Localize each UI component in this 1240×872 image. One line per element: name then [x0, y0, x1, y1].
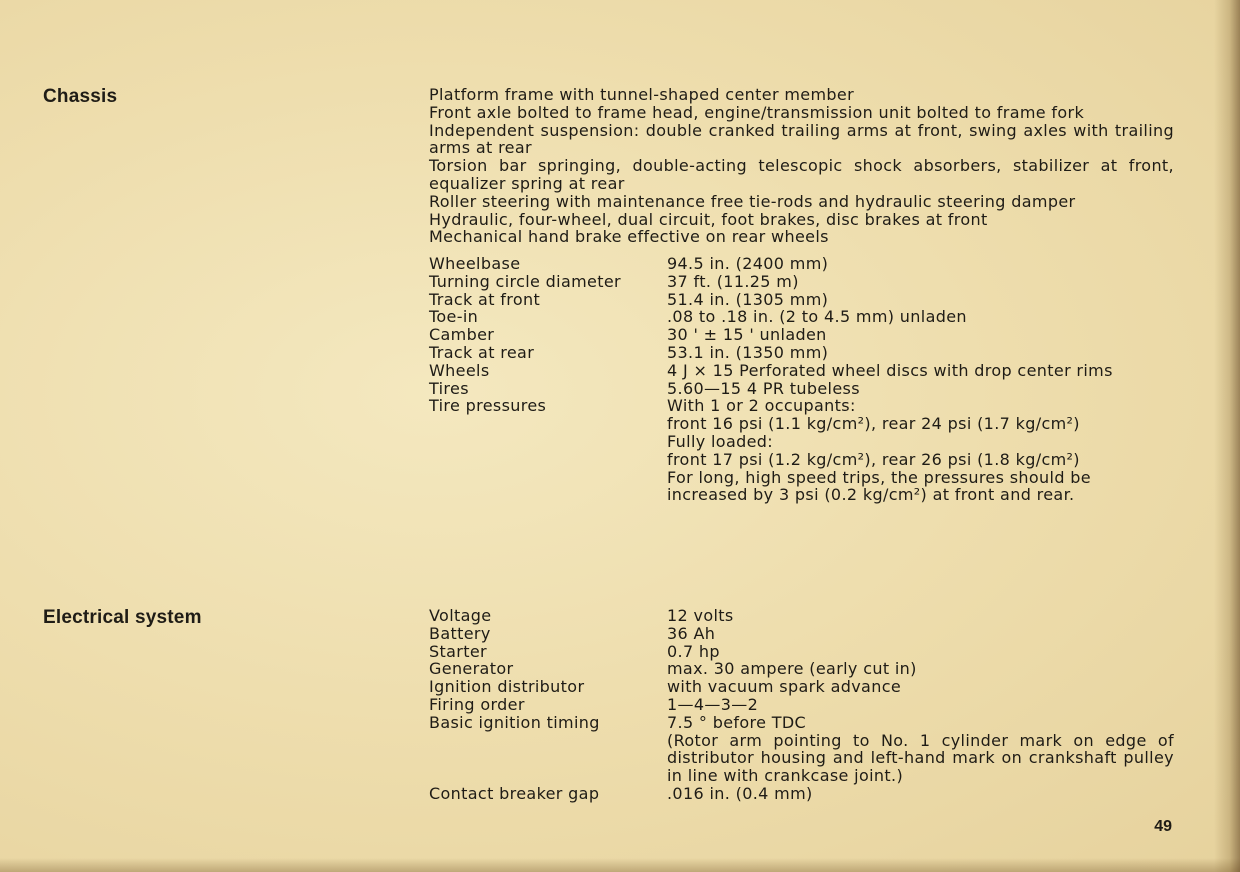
spec-label: Tire pressures [429, 396, 547, 416]
spec-value-line: 4 J × 15 Perforated wheel discs with drop center rims [667, 360, 1113, 380]
spec-value-line: increased by 3 psi (0.2 kg/cm²) at front and rear. [667, 485, 1075, 505]
spec-label: Camber [429, 325, 495, 345]
spec-label: Wheels [429, 360, 490, 380]
spec-value [667, 362, 1174, 380]
chassis-spec-table [429, 255, 1174, 504]
chassis-line: arms at rear [429, 138, 532, 158]
spec-row-turning-circle [429, 273, 1174, 291]
spec-label: Turning circle diameter [429, 271, 621, 291]
spec-row-wheelbase [429, 255, 1174, 273]
chassis-heading: Chassis [43, 86, 118, 107]
chassis-line: Independent suspension: double cranked trailing arms at front, swing axles with trailing [429, 120, 1174, 140]
spec-value [667, 714, 1174, 785]
spec-row-toe-in [429, 308, 1174, 326]
spec-label: Tires [429, 378, 469, 398]
spec-row-camber [429, 326, 1174, 344]
spec-value-line: 30 ' ± 15 ' unladen [667, 325, 827, 345]
spec-value [667, 255, 1174, 273]
spec-row-wheels [429, 362, 1174, 380]
spec-value-line: 7.5 ° before TDC [667, 712, 807, 732]
page-number: 49 [1154, 818, 1172, 835]
spec-value-line: 0.7 hp [667, 641, 720, 661]
spec-value-line: .016 in. (0.4 mm) [667, 784, 813, 803]
spec-row-track-rear [429, 344, 1174, 362]
spec-value-line: With 1 or 2 occupants: [667, 396, 856, 416]
chassis-line: Platform frame with tunnel-shaped center member [429, 85, 855, 104]
spec-value [667, 785, 1174, 803]
spec-row-ignition-timing [429, 714, 1174, 785]
spec-label: Starter [429, 641, 487, 661]
spec-value [667, 308, 1174, 326]
spec-value-line: in line with crankcase joint.) [667, 766, 904, 786]
spec-value [667, 696, 1174, 714]
spec-label: Battery [429, 623, 491, 643]
chassis-line: equalizer spring at rear [429, 173, 625, 193]
chassis-description [429, 86, 1174, 246]
electrical-spec-table [429, 607, 1174, 785]
spec-value [667, 607, 1174, 625]
spec-value [667, 625, 1174, 643]
spec-value-line: Fully loaded: [667, 431, 774, 451]
spec-value [667, 380, 1174, 398]
spec-value-line: 94.5 in. (2400 mm) [667, 254, 829, 273]
spec-value [667, 291, 1174, 309]
spec-value [667, 643, 1174, 661]
spec-value [667, 660, 1174, 678]
chassis-line: Hydraulic, four-wheel, dual circuit, foot brakes, disc brakes at front [429, 209, 988, 229]
spec-row-starter [429, 643, 1174, 661]
spec-label: Voltage [429, 606, 492, 625]
spec-row-tires [429, 380, 1174, 398]
spec-row-firing-order [429, 696, 1174, 714]
spec-value [667, 397, 1174, 504]
spec-value [667, 344, 1174, 362]
spec-value-line: For long, high speed trips, the pressures should be [667, 467, 1091, 487]
spec-label: Wheelbase [429, 254, 521, 273]
spec-value-line: with vacuum spark advance [667, 677, 902, 697]
spec-value [667, 273, 1174, 291]
spec-row-generator [429, 660, 1174, 678]
spec-label: Track at rear [429, 342, 535, 362]
spec-value-line: 1—4—3—2 [667, 694, 759, 714]
spec-value-line: 37 ft. (11.25 m) [667, 271, 799, 291]
chassis-line: Mechanical hand brake effective on rear wheels [429, 227, 829, 247]
spec-row-voltage [429, 607, 1174, 625]
spec-row-contact-breaker-gap [429, 785, 1174, 803]
spec-value-line: .08 to .18 in. (2 to 4.5 mm) unladen [667, 307, 967, 327]
spec-value-line: front 17 psi (1.2 kg/cm²), rear 26 psi (1.8 kg/cm²) [667, 449, 1080, 469]
spec-value [667, 678, 1174, 696]
spec-row-track-front [429, 291, 1174, 309]
spec-value-line: 5.60—15 4 PR tubeless [667, 378, 860, 398]
spec-value-line: 51.4 in. (1305 mm) [667, 289, 829, 309]
chassis-line: Front axle bolted to frame head, engine/transmission unit bolted to frame fork [429, 102, 1085, 122]
chassis-line: Roller steering with maintenance free tie-rods and hydraulic steering damper [429, 191, 1076, 211]
spec-row-battery [429, 625, 1174, 643]
spec-value-line: front 16 psi (1.1 kg/cm²), rear 24 psi (1.7 kg/cm²) [667, 414, 1080, 434]
spec-value-line: distributor housing and left-hand mark on crankshaft pulley [667, 748, 1174, 768]
electrical-heading: Electrical system [43, 607, 202, 628]
spec-value [667, 326, 1174, 344]
spec-label: Contact breaker gap [429, 784, 600, 803]
spec-value-line: 53.1 in. (1350 mm) [667, 342, 829, 362]
spec-value-line: (Rotor arm pointing to No. 1 cylinder mark on edge of [667, 730, 1174, 750]
spec-value-line: 36 Ah [667, 623, 716, 643]
spec-label: Basic ignition timing [429, 712, 600, 732]
spec-row-tire-pressures [429, 397, 1174, 504]
spec-label: Toe-in [429, 307, 479, 327]
spec-label: Firing order [429, 694, 525, 714]
spec-row-ignition-distributor [429, 678, 1174, 696]
spec-label: Generator [429, 659, 514, 679]
spec-value-line: max. 30 ampere (early cut in) [667, 659, 917, 679]
chassis-line: Torsion bar springing, double-acting telescopic shock absorbers, stabilizer at front, [429, 156, 1174, 176]
spec-value-line: 12 volts [667, 606, 734, 625]
spec-label: Track at front [429, 289, 541, 309]
spec-label: Ignition distributor [429, 677, 585, 697]
